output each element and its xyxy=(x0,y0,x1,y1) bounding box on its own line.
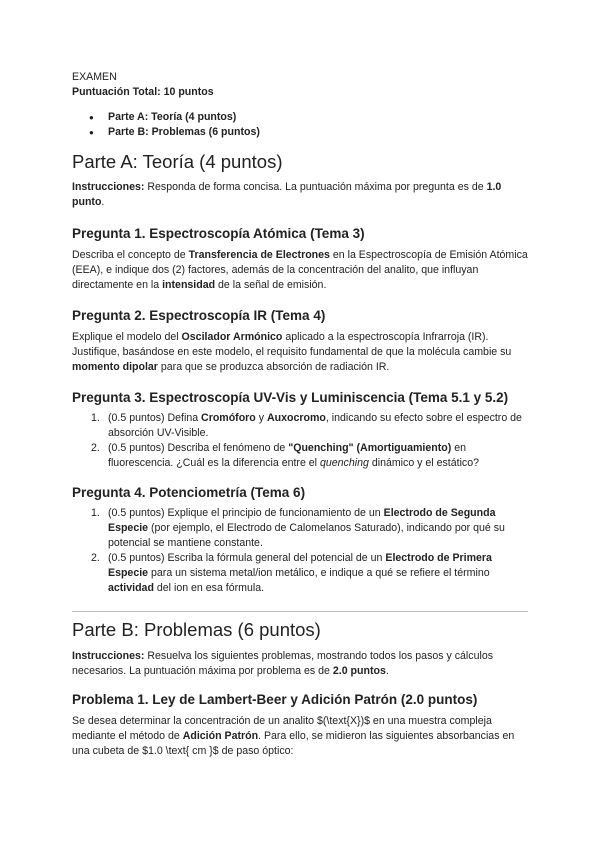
question-2-title: Pregunta 2. Espectroscopía IR (Tema 4) xyxy=(72,308,326,323)
exam-label: EXAMEN xyxy=(72,71,117,83)
list-item: 2. (0.5 puntos) Describa el fenómeno de "Quenching" (Amortiguamiento) en fluorescencia. ¿Cuál es la diferencia entre el quenching dinámico y el estático? xyxy=(91,442,480,469)
question-3-title: Pregunta 3. Espectroscopía UV-Vis y Luminiscencia (Tema 5.1 y 5.2) xyxy=(72,390,509,405)
list-item: ● Parte A: Teoría (4 puntos) xyxy=(72,110,528,125)
section-divider xyxy=(72,611,528,612)
part-a-title: Parte A: Teoría (4 puntos) xyxy=(72,151,283,172)
list-item: ● Parte B: Problemas (6 puntos) xyxy=(72,125,528,140)
list-item: 1. (0.5 puntos) Defina Cromóforo y Auxocromo, indicando su efecto sobre el espectro de absorción UV-Visible. xyxy=(91,412,522,439)
part-b-instructions: Instrucciones: Resuelva los siguientes problemas, mostrando todos los pasos y cálculos necesarios. La puntuación máxima por problema es de 2.0 puntos. xyxy=(72,650,494,677)
question-4-title: Pregunta 4. Potenciometría (Tema 6) xyxy=(72,485,306,500)
question-1-title: Pregunta 1. Espectroscopía Atómica (Tema 3) xyxy=(72,226,365,241)
problem-1-title: Problema 1. Ley de Lambert-Beer y Adición Patrón (2.0 puntos) xyxy=(72,692,478,707)
parts-list xyxy=(72,110,528,140)
list-item: 2. (0.5 puntos) Escriba la fórmula general del potencial de un Electrodo de Primera Especie para un sistema metal/ion metálico, e indique a qué se refiere el término actividad del ion en esa fórmula. xyxy=(91,552,492,594)
problem-1-text: Se desea determinar la concentración de un analito $(\text{X})$ en una muestra compleja mediante el método de Adición Patrón. Para ello, se midieron las siguientes absorbancias en una cubeta de $1.0 \text{ cm }$ de paso óptico: xyxy=(72,715,515,757)
part-a-instructions: Instrucciones: Responda de forma concisa. La puntuación máxima por pregunta es de 1.0 punto. xyxy=(72,181,502,208)
total-score: Puntuación Total: 10 puntos xyxy=(72,86,214,98)
list-item: 1. (0.5 puntos) Explique el principio de funcionamiento de un Electrodo de Segunda Especie (por ejemplo, el Electrodo de Calomelanos Saturado), indicando por qué su potencial se mantiene constante. xyxy=(91,507,505,549)
question-1-text: Describa el concepto de Transferencia de Electrones en la Espectroscopía de Emisión Atómica (EEA), e indique dos (2) factores, además de la concentración del analito, que influyan directamente en la intensidad de la señal de emisión. xyxy=(72,249,528,291)
question-4-list xyxy=(72,506,528,596)
part-b-title: Parte B: Problemas (6 puntos) xyxy=(72,619,321,640)
document-page xyxy=(72,70,528,759)
question-2-text: Explique el modelo del Oscilador Armónico aplicado a la espectroscopía Infrarroja (IR). Justifique, basándose en este modelo, el requisito fundamental de que la molécula cambie su momento dipolar para que se produzca absorción de radiación IR. xyxy=(72,331,512,373)
question-3-list xyxy=(72,411,528,471)
